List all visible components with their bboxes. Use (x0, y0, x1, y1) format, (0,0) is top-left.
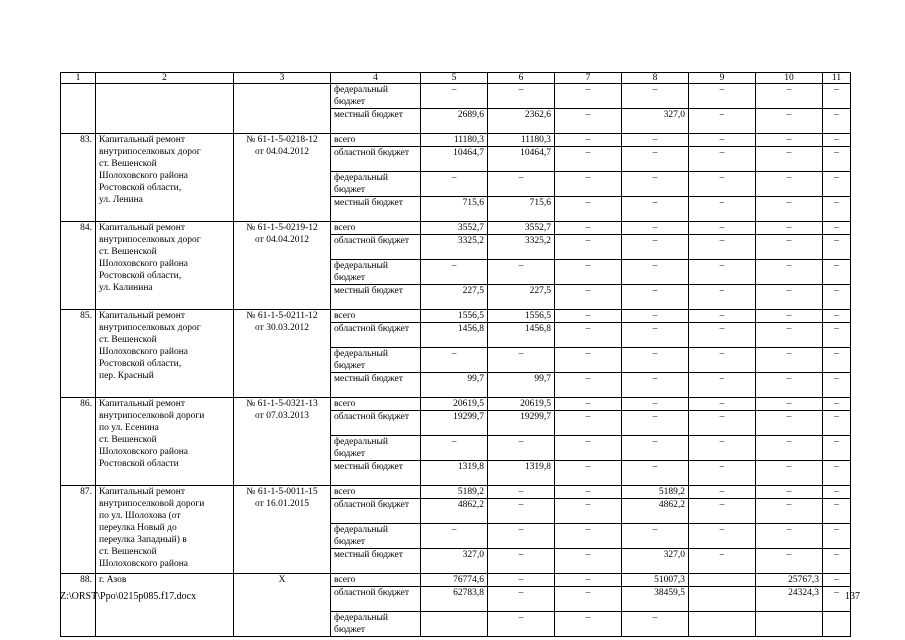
value-cell: – (689, 172, 756, 197)
value-cell: – (823, 524, 851, 549)
value-cell: – (622, 436, 689, 461)
value-cell: – (555, 461, 622, 486)
header-cell: 2 (96, 73, 234, 84)
value-cell: – (823, 574, 851, 587)
value-cell: 51007,3 (622, 574, 689, 587)
value-cell: – (555, 486, 622, 499)
value-cell: – (488, 549, 555, 574)
budget-type-cell: областной бюджет (331, 235, 421, 260)
value-cell: – (555, 84, 622, 109)
value-cell: – (689, 499, 756, 524)
value-cell: – (756, 147, 823, 172)
value-cell: – (555, 499, 622, 524)
value-cell: – (823, 235, 851, 260)
value-cell: – (622, 323, 689, 348)
value-cell: – (421, 84, 488, 109)
value-cell: – (555, 398, 622, 411)
value-cell (689, 574, 756, 587)
value-cell: – (689, 147, 756, 172)
table-body (61, 73, 851, 637)
value-cell: 227,5 (488, 285, 555, 310)
value-cell: – (689, 373, 756, 398)
budget-type-cell: местный бюджет (331, 373, 421, 398)
value-cell: – (823, 461, 851, 486)
value-cell: – (756, 323, 823, 348)
value-cell: – (823, 222, 851, 235)
table-row (61, 222, 851, 235)
value-cell: – (823, 285, 851, 310)
value-cell: 327,0 (421, 549, 488, 574)
value-cell (689, 587, 756, 612)
value-cell: – (555, 411, 622, 436)
value-cell: – (555, 310, 622, 323)
object-cell (96, 84, 234, 134)
value-cell: 1319,8 (421, 461, 488, 486)
budget-type-cell: местный бюджет (331, 285, 421, 310)
budget-type-cell: местный бюджет (331, 549, 421, 574)
value-cell: – (488, 348, 555, 373)
value-cell: 11180,3 (421, 134, 488, 147)
value-cell: – (756, 84, 823, 109)
header-cell: 7 (555, 73, 622, 84)
row-number-cell: 88. (61, 574, 96, 637)
budget-type-cell: местный бюджет (331, 461, 421, 486)
value-cell: – (555, 373, 622, 398)
value-cell: – (622, 84, 689, 109)
value-cell: – (823, 436, 851, 461)
value-cell: – (555, 147, 622, 172)
value-cell: – (555, 524, 622, 549)
value-cell: 1456,8 (488, 323, 555, 348)
value-cell: – (756, 398, 823, 411)
value-cell: 227,5 (421, 285, 488, 310)
value-cell: – (689, 348, 756, 373)
value-cell: – (756, 524, 823, 549)
value-cell: – (756, 109, 823, 134)
table-row (61, 310, 851, 323)
header-cell: 11 (823, 73, 851, 84)
value-cell: – (488, 612, 555, 637)
header-cell: 5 (421, 73, 488, 84)
value-cell: – (689, 461, 756, 486)
value-cell: 19299,7 (488, 411, 555, 436)
value-cell: – (689, 84, 756, 109)
value-cell: – (689, 549, 756, 574)
value-cell: – (555, 323, 622, 348)
value-cell: – (421, 436, 488, 461)
value-cell: – (555, 197, 622, 222)
value-cell: – (756, 348, 823, 373)
document-cell: № 61-1-5-0219-12 от 04.04.2012 (234, 222, 331, 310)
object-cell: Капитальный ремонт внутрипоселковой дороги по ул. Шолохова (от переулка Новый до переулка Западный) в ст. Вешенской Шолоховского района (96, 486, 234, 574)
page-number: 137 (845, 591, 860, 602)
value-cell: – (421, 524, 488, 549)
value-cell: – (555, 222, 622, 235)
value-cell: – (622, 285, 689, 310)
value-cell: – (823, 587, 851, 612)
value-cell (823, 612, 851, 637)
value-cell: – (689, 398, 756, 411)
value-cell: – (622, 524, 689, 549)
value-cell: – (756, 373, 823, 398)
value-cell (689, 612, 756, 637)
budget-type-cell: федеральный бюджет (331, 172, 421, 197)
value-cell: 5189,2 (622, 486, 689, 499)
row-number-cell (61, 84, 96, 134)
value-cell: – (689, 323, 756, 348)
row-number-cell: 83. (61, 134, 96, 222)
value-cell: – (555, 348, 622, 373)
value-cell: – (622, 134, 689, 147)
value-cell: – (823, 172, 851, 197)
value-cell: – (756, 411, 823, 436)
value-cell: 3325,2 (421, 235, 488, 260)
value-cell: – (756, 197, 823, 222)
value-cell: 4862,2 (622, 499, 689, 524)
budget-type-cell: областной бюджет (331, 147, 421, 172)
value-cell: 5189,2 (421, 486, 488, 499)
value-cell: – (488, 436, 555, 461)
value-cell: 24324,3 (756, 587, 823, 612)
document-cell: № 61-1-5-0321-13 от 07.03.2013 (234, 398, 331, 486)
value-cell: 3325,2 (488, 235, 555, 260)
value-cell: – (756, 499, 823, 524)
header-cell: 10 (756, 73, 823, 84)
budget-type-cell: местный бюджет (331, 109, 421, 134)
document-cell: № 61-1-5-0211-12 от 30.03.2012 (234, 310, 331, 398)
value-cell: – (756, 486, 823, 499)
value-cell: – (823, 411, 851, 436)
value-cell: – (689, 109, 756, 134)
value-cell: – (488, 499, 555, 524)
document-cell: № 61-1-5-0218-12 от 04.04.2012 (234, 134, 331, 222)
value-cell: – (555, 436, 622, 461)
document-cell: № 61-1-5-0011-15 от 16.01.2015 (234, 486, 331, 574)
budget-type-cell: областной бюджет (331, 587, 421, 612)
budget-type-cell: областной бюджет (331, 499, 421, 524)
table-row (61, 84, 851, 109)
value-cell: – (689, 285, 756, 310)
row-number-cell: 87. (61, 486, 96, 574)
value-cell: – (756, 260, 823, 285)
value-cell: – (823, 260, 851, 285)
value-cell: – (756, 310, 823, 323)
value-cell: 1556,5 (488, 310, 555, 323)
value-cell: – (622, 197, 689, 222)
value-cell: – (488, 486, 555, 499)
value-cell: – (823, 499, 851, 524)
value-cell: – (823, 84, 851, 109)
value-cell: – (823, 398, 851, 411)
value-cell: – (421, 260, 488, 285)
value-cell: – (756, 134, 823, 147)
object-cell: Капитальный ремонт внутрипоселковых дорог ст. Вешенской Шолоховского района Ростовской области, ул. Калинина (96, 222, 234, 310)
budget-type-cell: всего (331, 486, 421, 499)
value-cell: – (555, 235, 622, 260)
value-cell: 99,7 (488, 373, 555, 398)
value-cell: – (823, 197, 851, 222)
budget-type-cell: местный бюджет (331, 197, 421, 222)
value-cell: – (823, 109, 851, 134)
value-cell: – (555, 587, 622, 612)
value-cell: – (555, 574, 622, 587)
budget-type-cell: областной бюджет (331, 411, 421, 436)
value-cell: – (488, 260, 555, 285)
value-cell: – (756, 461, 823, 486)
value-cell: – (622, 222, 689, 235)
budget-type-cell: всего (331, 222, 421, 235)
value-cell: – (622, 373, 689, 398)
value-cell: – (555, 172, 622, 197)
document-cell: Х (234, 574, 331, 637)
budget-type-cell: федеральный бюджет (331, 348, 421, 373)
table-row (61, 574, 851, 587)
value-cell (421, 612, 488, 637)
object-cell: г. Азов (96, 574, 234, 637)
table-row (61, 486, 851, 499)
budget-type-cell: федеральный бюджет (331, 524, 421, 549)
value-cell: 62783,8 (421, 587, 488, 612)
value-cell: – (689, 235, 756, 260)
value-cell: – (823, 348, 851, 373)
value-cell: 2362,6 (488, 109, 555, 134)
value-cell: – (622, 235, 689, 260)
value-cell: – (756, 235, 823, 260)
value-cell: 1456,8 (421, 323, 488, 348)
header-cell: 8 (622, 73, 689, 84)
value-cell: – (756, 285, 823, 310)
value-cell: 25767,3 (756, 574, 823, 587)
header-cell: 4 (331, 73, 421, 84)
value-cell: – (823, 147, 851, 172)
value-cell: 20619,5 (421, 398, 488, 411)
header-cell: 1 (61, 73, 96, 84)
budget-type-cell: федеральный бюджет (331, 84, 421, 109)
budget-type-cell: всего (331, 398, 421, 411)
value-cell: – (555, 109, 622, 134)
row-number-cell: 86. (61, 398, 96, 486)
value-cell: – (421, 348, 488, 373)
value-cell: – (622, 172, 689, 197)
budget-type-cell: федеральный бюджет (331, 260, 421, 285)
value-cell: – (555, 285, 622, 310)
value-cell: – (622, 411, 689, 436)
value-cell: – (689, 524, 756, 549)
budget-type-cell: всего (331, 134, 421, 147)
value-cell: – (689, 486, 756, 499)
value-cell: – (689, 197, 756, 222)
value-cell: – (756, 222, 823, 235)
value-cell: – (622, 348, 689, 373)
value-cell: – (689, 436, 756, 461)
value-cell: – (756, 172, 823, 197)
header-cell: 6 (488, 73, 555, 84)
budget-type-cell: всего (331, 310, 421, 323)
object-cell: Капитальный ремонт внутрипоселковых дорог ст. Вешенской Шолоховского района Ростовской области, пер. Красный (96, 310, 234, 398)
budget-type-cell: всего (331, 574, 421, 587)
value-cell: – (622, 461, 689, 486)
object-cell: Капитальный ремонт внутрипоселковых дорог ст. Вешенской Шолоховского района Ростовской области, ул. Ленина (96, 134, 234, 222)
header-row (61, 73, 851, 84)
value-cell: 20619,5 (488, 398, 555, 411)
value-cell: – (823, 134, 851, 147)
budget-type-cell: федеральный бюджет (331, 612, 421, 637)
value-cell: 327,0 (622, 109, 689, 134)
value-cell: – (689, 260, 756, 285)
row-number-cell: 84. (61, 222, 96, 310)
value-cell (756, 612, 823, 637)
value-cell: 10464,7 (488, 147, 555, 172)
value-cell: – (622, 398, 689, 411)
value-cell: – (823, 486, 851, 499)
value-cell: – (555, 260, 622, 285)
footer-file-path: Z:\ORST\Ppo\0215p085.f17.docx (60, 591, 197, 602)
budget-type-cell: областной бюджет (331, 323, 421, 348)
value-cell: – (488, 587, 555, 612)
value-cell: 99,7 (421, 373, 488, 398)
value-cell: – (488, 524, 555, 549)
value-cell: 715,6 (488, 197, 555, 222)
value-cell: 10464,7 (421, 147, 488, 172)
value-cell: – (823, 373, 851, 398)
object-cell: Капитальный ремонт внутрипоселковой дороги по ул. Есенина ст. Вешенской Шолоховского района Ростовской области (96, 398, 234, 486)
value-cell: – (823, 323, 851, 348)
value-cell: 1319,8 (488, 461, 555, 486)
value-cell: – (555, 549, 622, 574)
document-cell (234, 84, 331, 134)
value-cell: 715,6 (421, 197, 488, 222)
value-cell: – (823, 549, 851, 574)
value-cell: 38459,5 (622, 587, 689, 612)
value-cell: 76774,6 (421, 574, 488, 587)
header-cell: 9 (689, 73, 756, 84)
value-cell: – (823, 310, 851, 323)
value-cell: – (622, 147, 689, 172)
value-cell: 3552,7 (488, 222, 555, 235)
value-cell: – (689, 411, 756, 436)
value-cell: – (622, 612, 689, 637)
value-cell: – (756, 436, 823, 461)
value-cell: – (488, 172, 555, 197)
table-row (61, 398, 851, 411)
value-cell: 11180,3 (488, 134, 555, 147)
value-cell: – (622, 310, 689, 323)
value-cell: – (555, 134, 622, 147)
value-cell: – (622, 260, 689, 285)
row-number-cell: 85. (61, 310, 96, 398)
table-row (61, 134, 851, 147)
value-cell: 3552,7 (421, 222, 488, 235)
value-cell: – (488, 84, 555, 109)
value-cell: – (689, 310, 756, 323)
value-cell: – (488, 574, 555, 587)
value-cell: – (689, 134, 756, 147)
value-cell: – (756, 549, 823, 574)
budget-type-cell: федеральный бюджет (331, 436, 421, 461)
value-cell: 2689,6 (421, 109, 488, 134)
budget-table (60, 72, 851, 637)
value-cell: 1556,5 (421, 310, 488, 323)
value-cell: 19299,7 (421, 411, 488, 436)
value-cell: – (689, 222, 756, 235)
value-cell: 327,0 (622, 549, 689, 574)
value-cell: – (555, 612, 622, 637)
header-cell: 3 (234, 73, 331, 84)
value-cell: 4862,2 (421, 499, 488, 524)
value-cell: – (421, 172, 488, 197)
